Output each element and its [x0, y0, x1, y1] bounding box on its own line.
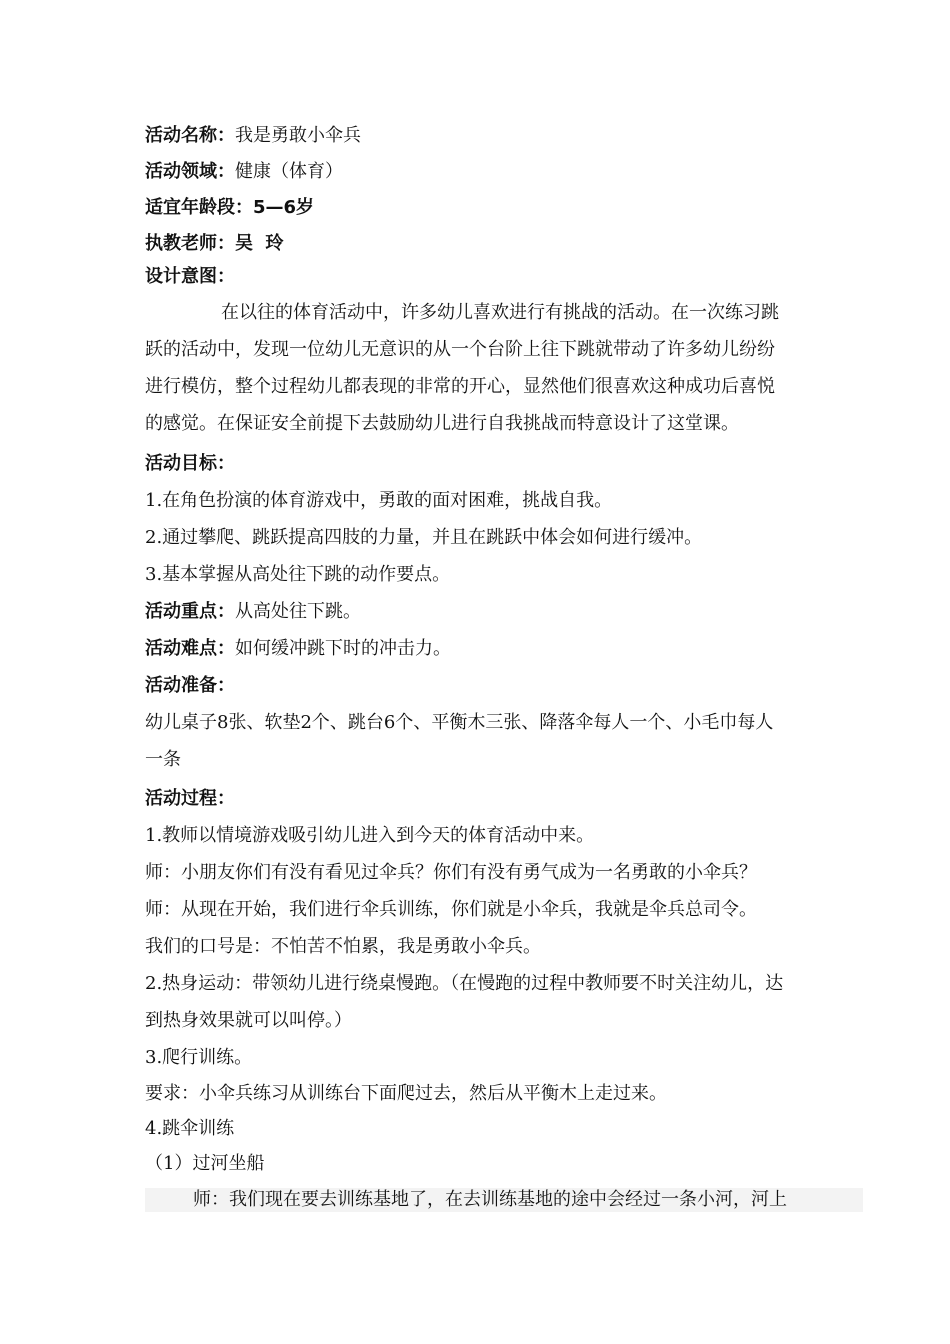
design-heading: 设计意图： [145, 266, 235, 287]
goal-item: 3.基本掌握从高处往下跳的动作要点。 [145, 564, 451, 585]
difficulty-value: 如何缓冲跳下时的冲击力。 [235, 638, 451, 659]
design-paragraph-line: 进行模仿，整个过程幼儿都表现的非常的开心，显然他们很喜欢这种成功后喜悦 [145, 376, 775, 397]
prep-line: 一条 [145, 749, 181, 770]
activity-domain-value: 健康（体育） [235, 161, 343, 182]
difficulty-label: 活动难点： [145, 638, 235, 659]
age-range-label: 适宜年龄段： [145, 197, 253, 218]
process-line: （1）过河坐船 [145, 1153, 265, 1174]
process-line: 师：小朋友你们有没有看见过伞兵？你们有没有勇气成为一名勇敢的小伞兵？ [145, 862, 757, 883]
process-line: 2.热身运动：带领幼儿进行绕桌慢跑。（在慢跑的过程中教师要不时关注幼儿，达 [145, 973, 784, 994]
teacher-line [145, 232, 815, 256]
design-paragraph-line: 在以往的体育活动中，许多幼儿喜欢进行有挑战的活动。在一次练习跳 [221, 302, 779, 323]
goal-item: 2.通过攀爬、跳跃提高四肢的力量，并且在跳跃中体会如何进行缓冲。 [145, 527, 703, 548]
prep-line: 幼儿桌子8张、软垫2个、跳台6个、平衡木三张、降落伞每人一个、小毛巾每人 [145, 712, 774, 733]
process-line: 师：从现在开始，我们进行伞兵训练，你们就是小伞兵，我就是伞兵总司令。 [145, 899, 757, 920]
process-line: 师：我们现在要去训练基地了，在去训练基地的途中会经过一条小河，河上 [145, 1188, 863, 1212]
key-point-label: 活动重点： [145, 601, 235, 622]
activity-name-line [145, 124, 815, 148]
process-line: 到热身效果就可以叫停。） [145, 1010, 352, 1031]
key-point-line [145, 600, 815, 624]
goal-item: 1.在角色扮演的体育游戏中，勇敢的面对困难，挑战自我。 [145, 490, 613, 511]
difficulty-line [145, 637, 815, 661]
process-line: 我们的口号是：不怕苦不怕累，我是勇敢小伞兵。 [145, 936, 541, 957]
key-point-value: 从高处往下跳。 [235, 601, 361, 622]
process-line: 1.教师以情境游戏吸引幼儿进入到今天的体育活动中来。 [145, 825, 595, 846]
design-paragraph-line: 跃的活动中，发现一位幼儿无意识的从一个台阶上往下跳就带动了许多幼儿纷纷 [145, 339, 775, 360]
age-range-line [145, 196, 815, 220]
design-paragraph-line: 的感觉。在保证安全前提下去鼓励幼儿进行自我挑战而特意设计了这堂课。 [145, 413, 739, 434]
process-line: 4.跳伞训练 [145, 1118, 235, 1139]
process-line: 要求：小伞兵练习从训练台下面爬过去，然后从平衡木上走过来。 [145, 1083, 667, 1104]
teacher-label: 执教老师： [145, 233, 235, 254]
goals-heading: 活动目标： [145, 453, 235, 474]
activity-name-value: 我是勇敢小伞兵 [235, 125, 361, 146]
process-heading: 活动过程： [145, 788, 235, 809]
teacher-value: 吴 玲 [235, 233, 284, 254]
activity-domain-label: 活动领域： [145, 161, 235, 182]
activity-name-label: 活动名称： [145, 125, 235, 146]
process-line: 3.爬行训练。 [145, 1047, 253, 1068]
activity-domain-line [145, 160, 815, 184]
prep-heading: 活动准备： [145, 675, 235, 696]
age-range-value: 5—6岁 [253, 197, 315, 218]
